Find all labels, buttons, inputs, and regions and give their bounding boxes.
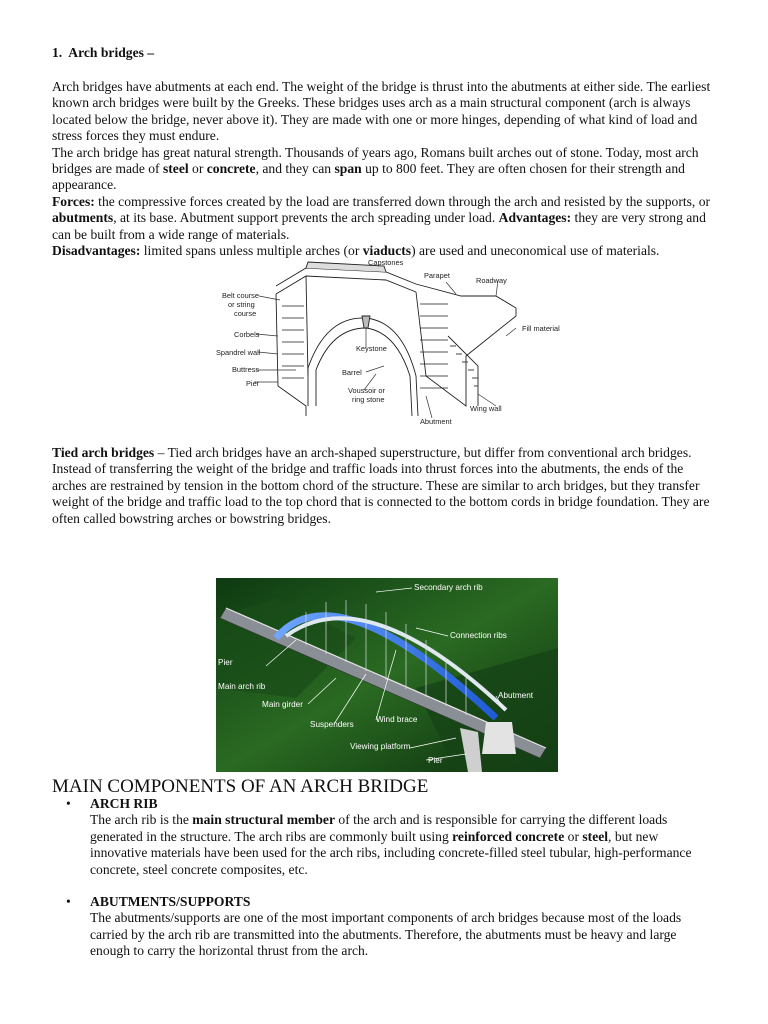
arch-rib-text — [90, 812, 712, 878]
bullet-icon: • — [66, 796, 71, 811]
bold-main-structural-member: main structural member — [192, 812, 335, 828]
text-run: of the arch and is responsible for carrying the different loads generated in the structure. The arch ribs are commonly built using — [90, 812, 668, 844]
label-main-girder: Main girder — [262, 700, 303, 709]
tied-arch-text — [52, 445, 712, 527]
text-run: ) are used and uneconomical use of materials. — [411, 243, 660, 259]
label-voussoir-2: ring stone — [352, 395, 385, 404]
label-pier-bottom: Pier — [428, 756, 443, 765]
intro-paragraph-1: Arch bridges have abutments at each end. The weight of the bridge is thrust into the abutments at either side. The earliest known arch bridges were built by the Greeks. These bridges uses arch as a main structural component (arch is always located below the bridge, never above it). They are made with one or more hinges, depending of what kind of load and stress forces they must endure. — [52, 79, 711, 144]
tied-arch-rendering — [216, 578, 558, 772]
label-keystone: Keystone — [356, 344, 387, 353]
label-buttress: Buttress — [232, 365, 260, 374]
section-heading — [52, 45, 154, 61]
label-belt-3: course — [234, 309, 257, 318]
label-secondary-arch-rib: Secondary arch rib — [414, 583, 483, 592]
keystone-shape — [362, 316, 370, 328]
stone-courses-right — [420, 304, 448, 388]
heading-title: Arch bridges – — [68, 45, 155, 60]
intro-paragraphs — [52, 79, 712, 259]
forces-paragraph — [52, 194, 712, 243]
label-connection-ribs: Connection ribs — [450, 631, 507, 640]
stone-courses-left — [282, 306, 304, 378]
text-run: limited spans unless multiple arches (or — [140, 243, 363, 259]
bold-abutments: abutments — [52, 210, 114, 226]
list-item-abutments — [52, 894, 712, 960]
bold-steel: steel — [162, 161, 189, 177]
text-run: or — [564, 828, 583, 844]
bullet-icon: • — [66, 894, 71, 910]
fill-outline — [416, 292, 516, 406]
label-abutment: Abutment — [420, 417, 452, 426]
forces-label: Forces: — [52, 193, 95, 209]
label-wing-wall: Wing wall — [470, 404, 502, 413]
bold-viaducts: viaducts — [362, 243, 412, 259]
list-gap — [52, 878, 712, 894]
bold-concrete: concrete — [206, 161, 256, 177]
label-capstones: Capstones — [368, 258, 404, 267]
parapet-outline — [276, 268, 516, 308]
intro-paragraph-2 — [52, 145, 712, 194]
label-voussoir-1: Voussoir or — [348, 386, 385, 395]
tied-arch-paragraph — [52, 445, 712, 527]
label-abutment: Abutment — [498, 691, 534, 700]
text-run: up to 800 feet. They are often chosen for their strength and appearance. — [52, 161, 685, 193]
abutments-text: The abutments/supports are one of the most important components of arch bridges because most of the loads carried by the arch rib are transmitted into the abutments. Therefore, the abutments must be heavy and large enough to carry the horizontal thrust from the arch. — [90, 910, 682, 959]
label-roadway: Roadway — [476, 276, 507, 285]
label-corbels: Corbels — [234, 330, 260, 339]
label-parapet: Parapet — [424, 271, 450, 280]
bold-reinforced-concrete: reinforced concrete — [452, 828, 565, 844]
label-main-arch-rib: Main arch rib — [218, 682, 266, 691]
label-spandrel-wall: Spandrel wall — [216, 348, 261, 357]
text-run: they are very strong and can be built from a wide range of materials. — [52, 210, 706, 242]
arch-rib-title: ARCH RIB — [90, 796, 158, 811]
bold-steel: steel — [582, 828, 609, 844]
text-run: , and they can — [255, 161, 335, 177]
label-viewing-platform: Viewing platform — [350, 742, 411, 751]
label-barrel: Barrel — [342, 368, 362, 377]
text-run: the compressive forces created by the load are transferred down through the arch and resisted by the supports, or — [94, 193, 711, 209]
label-pier: Pier — [246, 379, 260, 388]
text-run: The arch bridge has great natural strength. Thousands of years ago, Romans built arches out of stone. Today, most arch bridges are made of — [52, 144, 699, 177]
label-suspenders: Suspenders — [310, 720, 354, 729]
spandrel-edge — [276, 294, 306, 416]
text-run: or — [188, 161, 207, 177]
advantages-label: Advantages: — [498, 210, 572, 226]
pier-edge — [306, 276, 308, 376]
text-run: The arch rib is the — [90, 812, 193, 828]
label-wind-brace: Wind brace — [376, 715, 418, 724]
label-fill-material: Fill material — [522, 324, 560, 333]
tied-arch-label: Tied arch bridges — [52, 445, 155, 460]
abutments-title: ABUTMENTS/SUPPORTS — [90, 894, 251, 910]
list-item-arch-rib — [52, 796, 712, 878]
text-run: , at its base. Abutment support prevents the arch spreading under load. — [113, 210, 499, 226]
bold-span: span — [334, 161, 362, 177]
text-run: – Tied arch bridges have an arch-shaped superstructure, but differ from conventional arch bridges. Instead of transferring the weight of the bridge and traffic loads into thrust forces into the abutments, the ends of the arches are restrained by tension in the bottom chord of the structure. These are similar to arch bridges, but they transfer weight of the bridge and traffic load to the top chord that is connected to the bottom cords in bridge foundation. They are often called bowstring arches or bowstring bridges. — [52, 445, 710, 526]
disadvantages-label: Disadvantages: — [52, 243, 141, 259]
label-belt-1: Belt course — [222, 291, 259, 300]
components-list — [52, 796, 712, 960]
heading-number: 1. — [52, 45, 63, 60]
label-belt-2: or string — [228, 300, 255, 309]
abutment-shape — [482, 722, 516, 754]
main-components-heading: MAIN COMPONENTS OF AN ARCH BRIDGE — [52, 776, 429, 797]
arch-bridge-diagram — [216, 256, 566, 434]
text-run: , but new innovative materials have been used for the arch ribs, including concrete-filled steel tubular, high-performance concrete, steel concrete composites, etc. — [90, 828, 692, 877]
label-pier-top: Pier — [218, 658, 233, 667]
parapet-lower — [276, 276, 416, 294]
